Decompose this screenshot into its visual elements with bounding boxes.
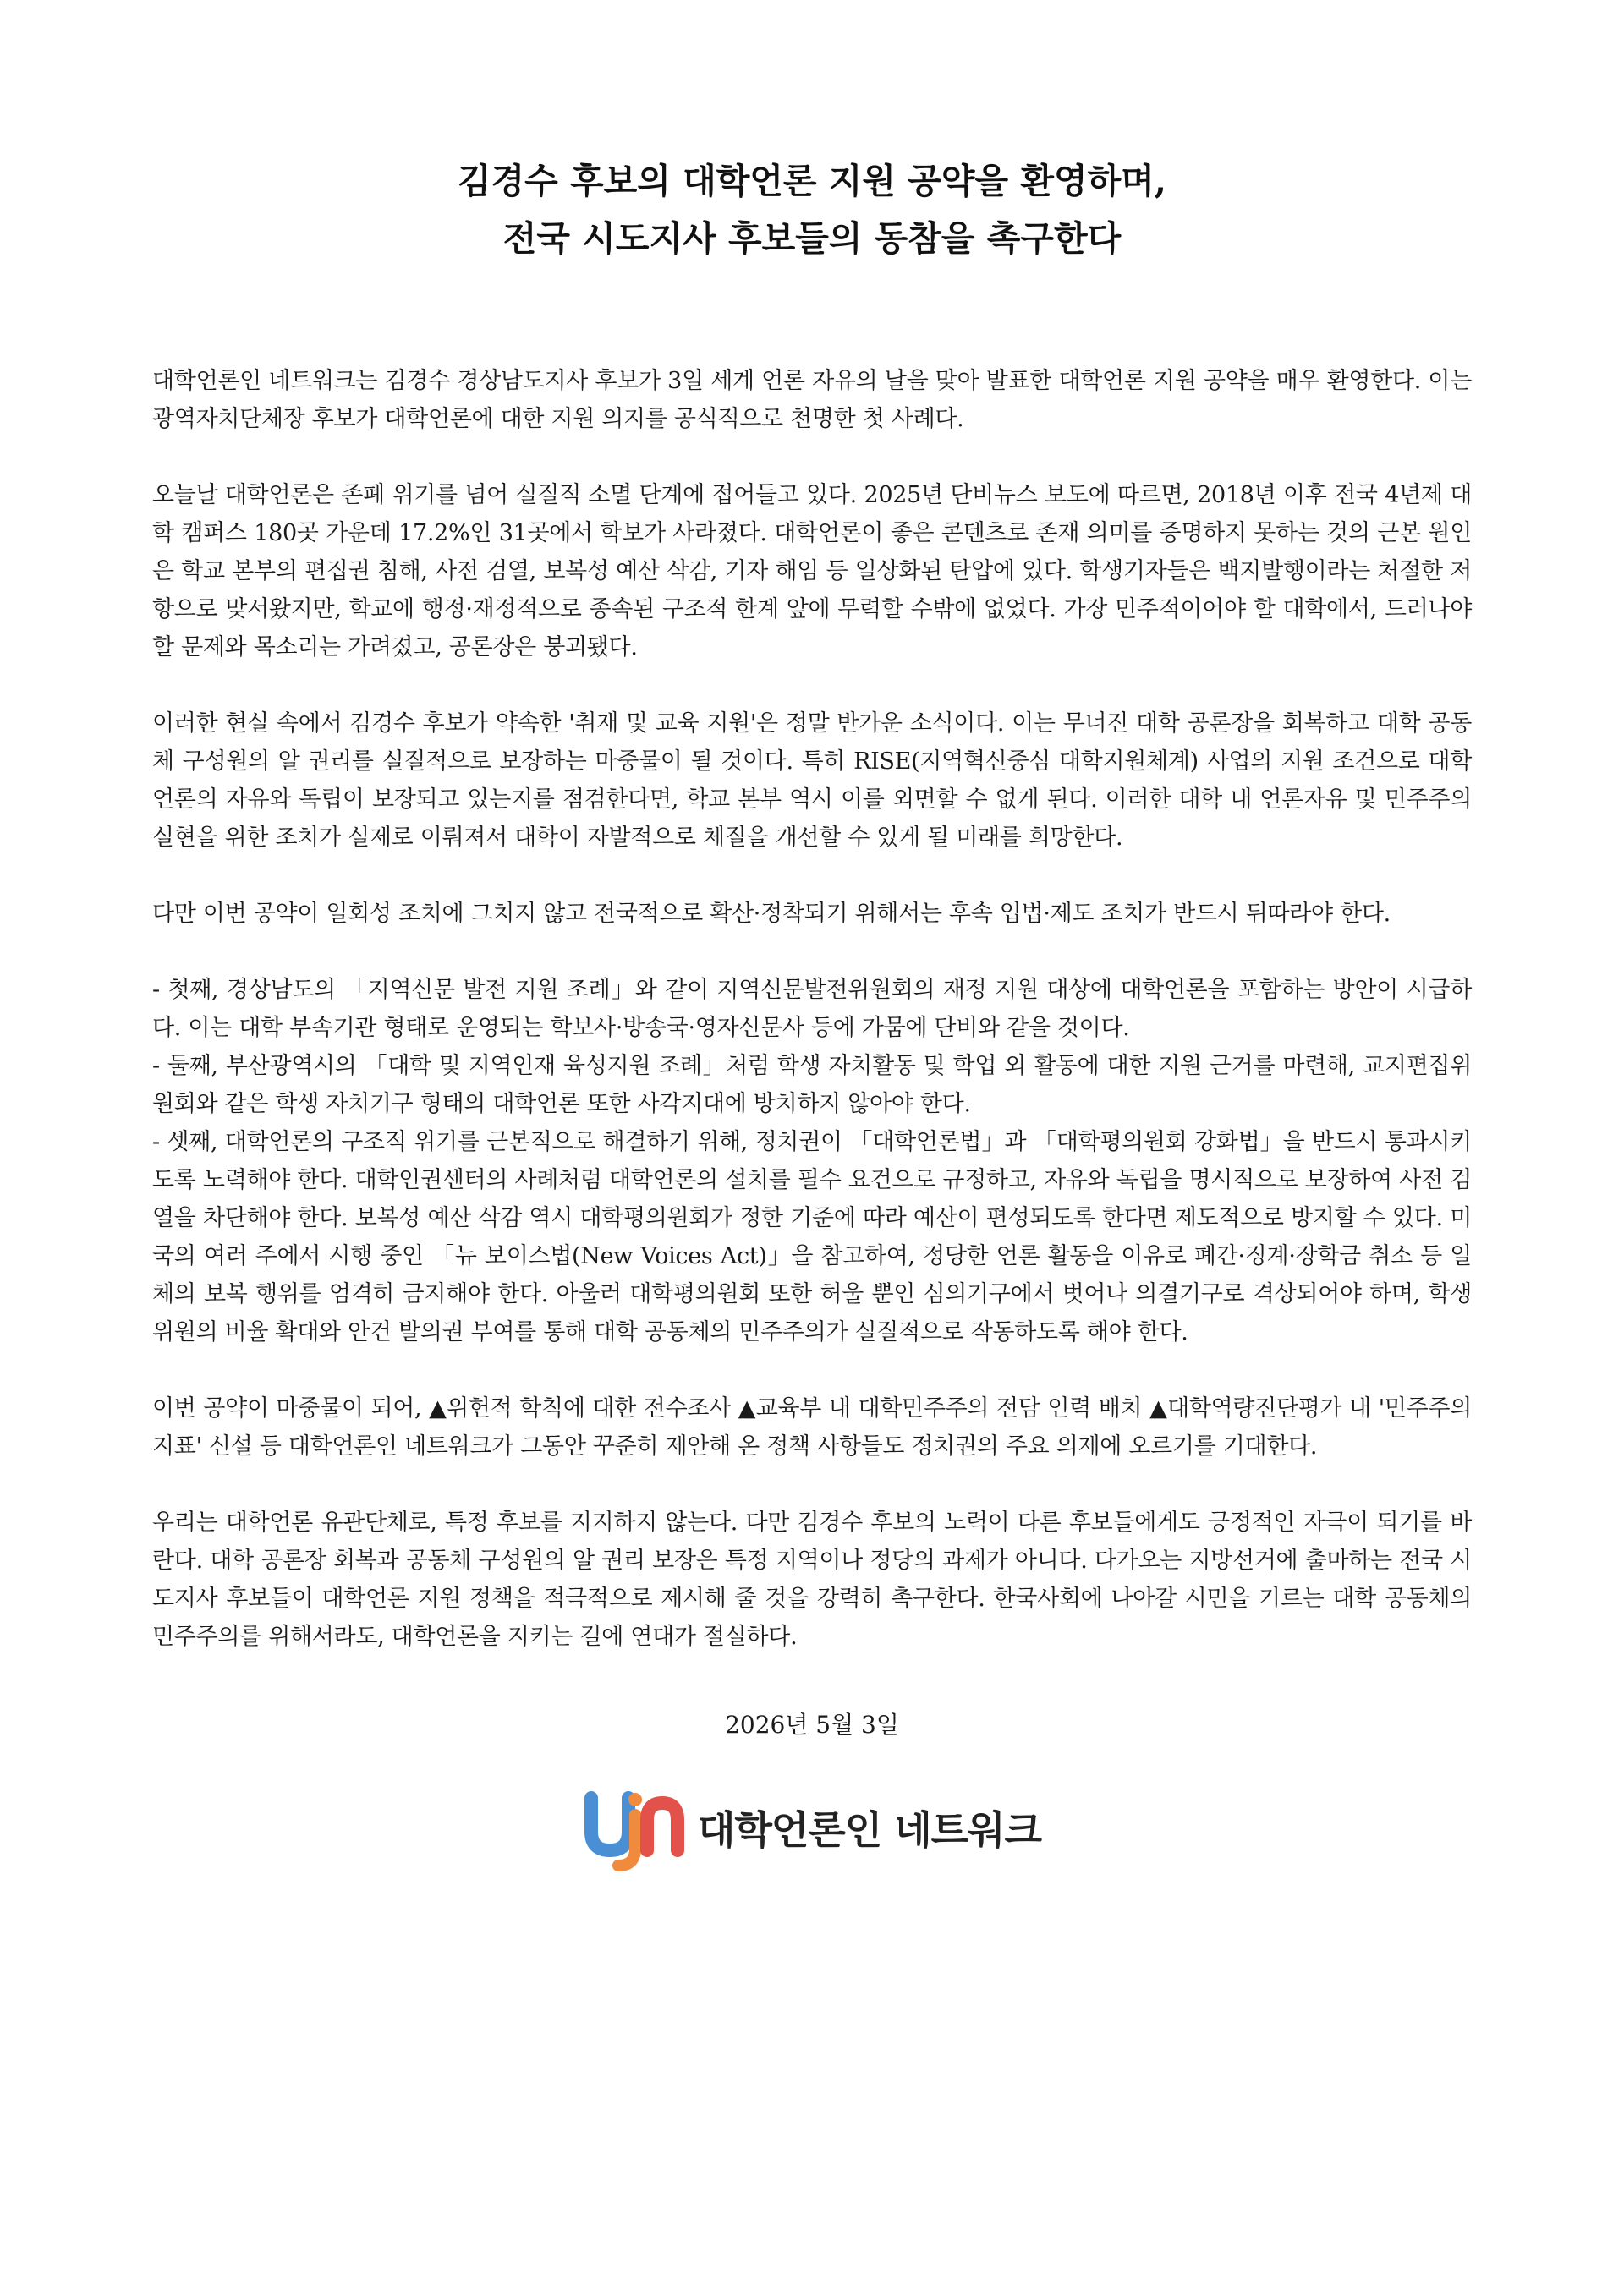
paragraph-crisis: 오늘날 대학언론은 존폐 위기를 넘어 실질적 소멸 단계에 접어들고 있다. 2025년 단비뉴스 보도에 따르면, 2018년 이후 전국 4년제 대학 캠퍼스 180곳 가운데 17.2%인 31곳에서 학보가 사라졌다. 대학언론이 좋은 콘텐츠로 존재 의미를 증명하지 못하는 것의 근본 원인은 학교 본부의 편집권 침해, 사전 검열, 보복성 예산 삭감, 기자 해임 등 일상화된 탄압에 있다. 학생기자들은 백지발행이라는 처절한 저항으로 맞서왔지만, 학교에 행정·재정적으로 종속된 구조적 한계 앞에 무력할 수밖에 없었다. 가장 민주적이어야 할 대학에서, 드러나야 할 문제와 목소리는 가려졌고, 공론장은 붕괴됐다. (152, 482, 1472, 660)
proposal-item-third: - 셋째, 대학언론의 구조적 위기를 근본적으로 해결하기 위해, 정치권이 「대학언론법」과 「대학평의원회 강화법」을 반드시 통과시키도록 노력해야 한다. 대학인권센터의 사례처럼 대학언론의 설치를 필수 요건으로 규정하고, 자유와 독립을 명시적으로 보장하여 사전 검열을 차단해야 한다. 보복성 예산 삭감 역시 대학평의원회가 정한 기준에 따라 예산이 편성되도록 한다면 제도적으로 방지할 수 있다. 미국의 여러 주에서 시행 중인 「뉴 보이스법(New Voices Act)」을 참고하여, 정당한 언론 활동을 이유로 폐간·징계·장학금 취소 등 일체의 보복 행위를 엄격히 금지해야 한다. 아울러 대학평의원회 또한 허울 뿐인 심의기구에서 벗어나 의결기구로 격상되어야 하며, 학생 위원의 비율 확대와 안건 발의권 부여를 통해 대학 공동체의 민주주의가 실질적으로 작동하도록 해야 한다. (152, 1129, 1473, 1345)
proposal-item-first: - 첫째, 경상남도의 「지역신문 발전 지원 조례」와 같이 지역신문발전위원회의 재정 지원 대상에 대학언론을 포함하는 방안이 시급하다. 이는 대학 부속기관 형태로 운영되는 학보사·방송국·영자신문사 등에 가뭄에 단비와 같을 것이다. (152, 977, 1472, 1041)
paragraph-intro: 대학언론인 네트워크는 김경수 경상남도지사 후보가 3일 세계 언론 자유의 날을 맞아 발표한 대학언론 지원 공약을 매우 환영한다. 이는 광역자치단체장 후보가 대학언론에 대한 지원 의지를 공식적으로 천명한 첫 사례다. (152, 368, 1472, 432)
network-logo-icon (583, 1781, 684, 1874)
document-title (152, 152, 1472, 267)
organization-name: 대학언론인 네트워크 (698, 1807, 1041, 1853)
paragraph-conclusion: 우리는 대학언론 유관단체로, 특정 후보를 지지하지 않는다. 다만 김경수 후보의 노력이 다른 후보들에게도 긍정적인 자극이 되기를 바란다. 대학 공론장 회복과 공동체 구성원의 알 권리 보장은 특정 지역이나 정당의 과제가 아니다. 다가오는 지방선거에 출마하는 전국 시도지사 후보들이 대학언론 지원 정책을 적극적으로 제시해 줄 것을 강력히 촉구한다. 한국사회에 나아갈 시민을 기르는 대학 공동체의 민주주의를 위해서라도, 대학언론을 지키는 길에 연대가 절실하다. (152, 1510, 1472, 1650)
title-line-1: 김경수 후보의 대학언론 지원 공약을 환영하며, (457, 161, 1167, 201)
document-body (152, 362, 1472, 1656)
document-date: 2026년 5월 3일 (725, 1711, 899, 1739)
proposal-item-second: - 둘째, 부산광역시의 「대학 및 지역인재 육성지원 조례」처럼 학생 자치활동 및 학업 외 활동에 대한 지원 근거를 마련해, 교지편집위원회와 같은 학생 자치기구 형태의 대학언론 또한 사각지대에 방치하지 않아야 한다. (152, 1053, 1472, 1117)
paragraph-policy-agenda: 이번 공약이 마중물이 되어, ▲위헌적 학칙에 대한 전수조사 ▲교육부 내 대학민주주의 전담 인력 배치 ▲대학역량진단평가 내 '민주주의 지표' 신설 등 대학언론인 네트워크가 그동안 꾸준히 제안해 온 정책 사항들도 정치권의 주요 의제에 오르기를 기대한다. (152, 1395, 1472, 1460)
organization-signature (152, 1781, 1472, 1874)
statement-page (152, 152, 1472, 1874)
title-line-2: 전국 시도지사 후보들의 동참을 촉구한다 (502, 218, 1122, 259)
paragraph-followup: 다만 이번 공약이 일회성 조치에 그치지 않고 전국적으로 확산·정착되기 위해서는 후속 입법·제도 조치가 반드시 뒤따라야 한다. (152, 901, 1391, 927)
proposal-list (152, 971, 1472, 1351)
paragraph-welcome: 이러한 현실 속에서 김경수 후보가 약속한 '취재 및 교육 지원'은 정말 반가운 소식이다. 이는 무너진 대학 공론장을 회복하고 대학 공동체 구성원의 알 권리를 실질적으로 보장하는 마중물이 될 것이다. 특히 RISE(지역혁신중심 대학지원체계) 사업의 지원 조건으로 대학언론의 자유와 독립이 보장되고 있는지를 점검한다면, 학교 본부 역시 이를 외면할 수 없게 된다. 이러한 대학 내 언론자유 및 민주주의 실현을 위한 조치가 실제로 이뤄져서 대학이 자발적으로 체질을 개선할 수 있게 될 미래를 희망한다. (152, 710, 1472, 851)
